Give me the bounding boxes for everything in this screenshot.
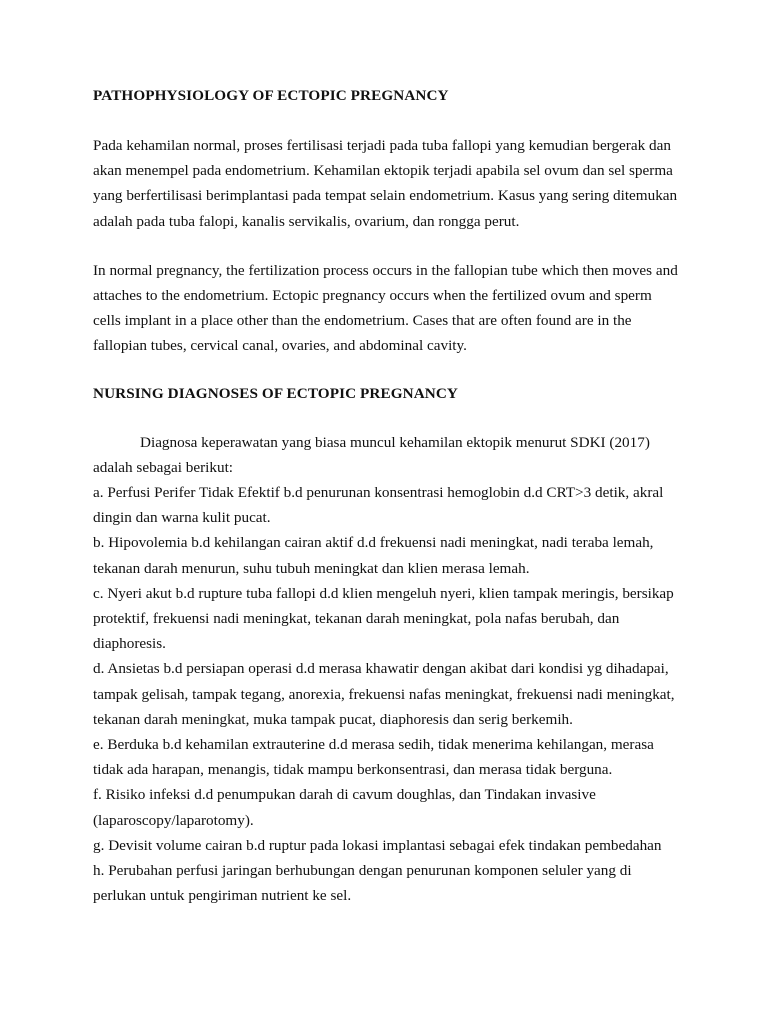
diagnosis-item-a: a. Perfusi Perifer Tidak Efektif b.d penurunan konsentrasi hemoglobin d.d CRT>3 detik, akral dingin dan warna kulit pucat. [93, 484, 664, 527]
diagnoses-intro: Diagnosa keperawatan yang biasa muncul kehamilan ektopik menurut SDKI (2017) adalah sebagai berikut: [93, 433, 650, 476]
diagnosis-item-c: c. Nyeri akut b.d rupture tuba fallopi d.d klien mengeluh nyeri, klien tampak meringis, bersikap protektif, frekuensi nadi meningkat, tekanan darah meningkat, pola nafas berubah, dan diaphoresis. [93, 584, 674, 653]
diagnosis-item-g: g. Devisit volume cairan b.d ruptur pada lokasi implantasi sebagai efek tindakan pembedahan [93, 836, 662, 854]
diagnosis-item-f: f. Risiko infeksi d.d penumpukan darah di cavum doughlas, dan Tindakan invasive (laparoscopy/laparotomy). [93, 786, 596, 829]
diagnosis-item-e: e. Berduka b.d kehamilan extrauterine d.d merasa sedih, tidak menerima kehilangan, merasa tidak ada harapan, menangis, tidak mampu berkonsentrasi, dan merasa tidak berguna. [93, 736, 654, 779]
nursing-diagnoses-heading: NURSING DIAGNOSES OF ECTOPIC PREGNANCY [93, 384, 458, 402]
diagnosis-item-b: b. Hipovolemia b.d kehilangan cairan aktif d.d frekuensi nadi meningkat, nadi teraba lemah, tekanan darah menurun, suhu tubuh meningkat dan klien merasa lemah. [93, 534, 654, 577]
diagnosis-item-h: h. Perubahan perfusi jaringan berhubungan dengan penurunan komponen seluler yang di perlukan untuk pengiriman nutrient ke sel. [93, 862, 632, 905]
document-page [93, 86, 683, 908]
english-paragraph: In normal pregnancy, the fertilization process occurs in the fallopian tube which then moves and attaches to the endometrium. Ectopic pregnancy occurs when the fertilized ovum and sperm cells implant in a place other than the endometrium. Cases that are often found are in the fallopian tubes, cervical canal, ovaries, and abdominal cavity. [93, 261, 678, 355]
pathophysiology-heading: PATHOPHYSIOLOGY OF ECTOPIC PREGNANCY [93, 87, 449, 104]
diagnoses-list [93, 480, 683, 908]
diagnosis-item-d: d. Ansietas b.d persiapan operasi d.d merasa khawatir dengan akibat dari kondisi yg dihadapai, tampak gelisah, tampak tegang, anorexia, frekuensi nafas meningkat, frekuensi nadi meningkat, tekanan darah meningkat, muka tampak pucat, diaphoresis dan serig berkemih. [93, 660, 675, 728]
indonesian-paragraph: Pada kehamilan normal, proses fertilisasi terjadi pada tuba fallopi yang kemudian bergerak dan akan menempel pada endometrium. Kehamilan ektopik terjadi apabila sel ovum dan sel sperma yang berfertilisasi berimplantasi pada tempat selain endometrium. Kasus yang sering ditemukan adalah pada tuba falopi, kanalis servikalis, ovarium, dan rongga perut. [93, 137, 678, 230]
